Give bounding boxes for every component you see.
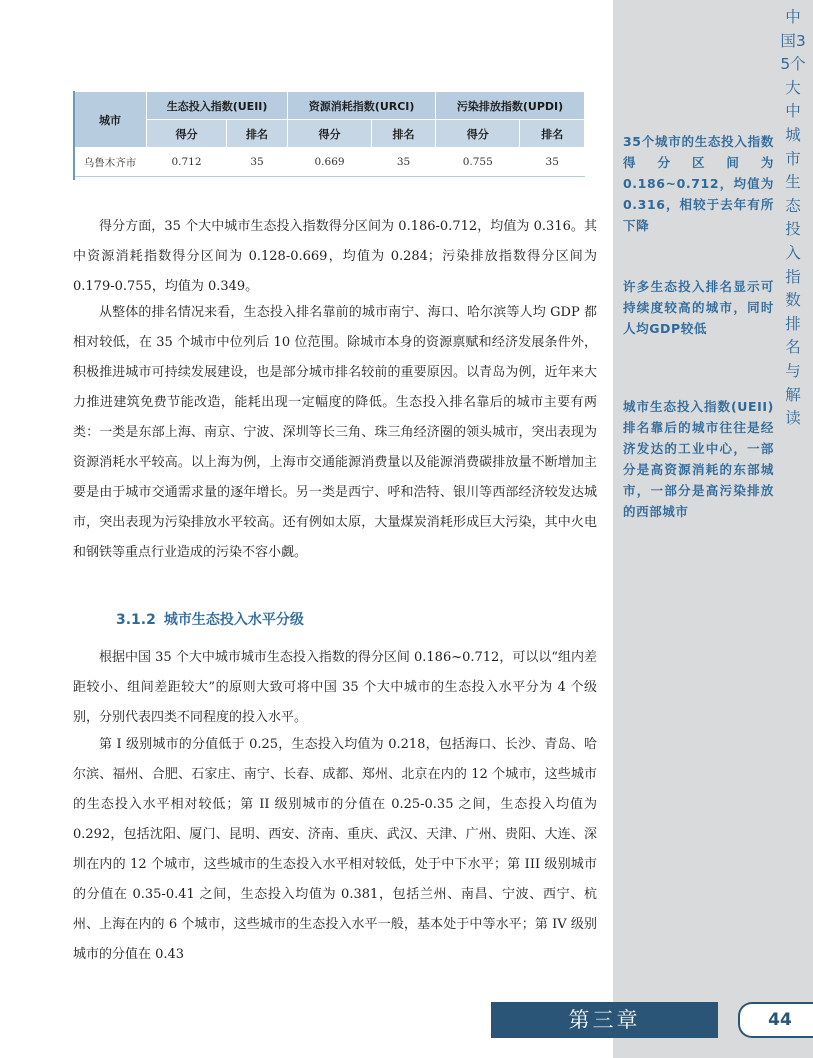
body-paragraph-ranking: 从整体的排名情况来看，生态投入排名靠前的城市南宁、海口、哈尔滨等人均 GDP 都相对较低，在 35 个城市中位列后 10 位范围。除城市本身的资源禀赋和经济发展条件外，积极推进城市可持续发展建设，也是部分城市排名较前的重要原因。以青岛为例，近年来大力推进建筑免费节能改造，能耗出现一定幅度的降低。生态投入排名靠后的城市主要有两类：一类是东部上海、南京、宁波、深圳等长三角、珠三角经济圈的领头城市，突出表现为资源消耗水平较高。以上海为例，上海市交通能源消费量以及能源消费碳排放量不断增加主要是由于城市交通需求量的逐年增长。另一类是西宁、呼和浩特、银川等西部经济较发达城市，突出表现为污染排放水平较高。还有例如太原，大量煤炭消耗形成巨大污染，其中火电和钢铁等重点行业造成的污染不容小觑。 — [73, 305, 597, 560]
body-paragraph-grading: 根据中国 35 个大中城市城市生态投入指数的得分区间 0.186~0.712，可以以“组内差距较小、组间差距较大”的原则大致可将中国 35 个大中城市的生态投入水平分为 4 个级别，分别代表四类不同程度的投入水平。 — [73, 650, 597, 725]
table-subheader-score: 得分 — [288, 120, 372, 148]
chapter-tab: 第三章 — [491, 1002, 718, 1038]
section-number: 3.1.2 — [116, 612, 156, 628]
table-cell: 35 — [371, 148, 435, 177]
page-number: 44 — [768, 1010, 792, 1030]
index-table — [73, 91, 585, 177]
table-cell: 35 — [226, 148, 287, 177]
body-paragraph-levels: 第 I 级别城市的分值低于 0.25，生态投入均值为 0.218，包括海口、长沙、青岛、哈尔滨、福州、合肥、石家庄、南宁、长春、成都、郑州、北京在内的 12 个城市，这些城市的生态投入水平相对较低；第 II 级别城市的分值在 0.25-0.35 之间，生态投入均值为 0.292，包括沈阳、厦门、昆明、西安、济南、重庆、武汉、天津、广州、贵阳、大连、深圳在内的 12 个城市，这些城市的生态投入水平相对较低，处于中下水平；第 III 级别城市的分值在 0.35-0.41 之间，生态投入均值为 0.381，包括兰州、南昌、宁波、西宁、杭州、上海在内的 6 个城市，这些城市的生态投入水平一般，基本处于中等水平；第 IV 级别城市的分值在 0.43 — [73, 737, 597, 962]
table-cell: 0.712 — [147, 148, 227, 177]
body-paragraph-scores: 得分方面，35 个大中城市生态投入指数得分区间为 0.186-0.712，均值为 0.316。其中资源消耗指数得分区间为 0.128-0.669，均值为 0.284；污染排放指数得分区间为 0.179-0.755，均值为 0.349。 — [73, 219, 597, 294]
table-cell: 0.669 — [288, 148, 372, 177]
table-left-rule — [73, 91, 75, 180]
table-header-ueii: 生态投入指数(UEII) — [147, 92, 288, 120]
section-heading — [116, 609, 304, 629]
table-subheader-rank: 排名 — [371, 120, 435, 148]
side-note-1: 35个城市的生态投入指数得分区间为0.186~0.712，均值为0.316，相较于去年有所下降 — [623, 134, 774, 233]
table-cell-city: 乌鲁木齐市 — [74, 148, 147, 177]
section-title: 城市生态投入水平分级 — [163, 612, 304, 628]
table-cell: 0.755 — [436, 148, 520, 177]
table-row — [74, 148, 585, 177]
side-note-3: 城市生态投入指数(UEII)排名靠后的城市往往是经济发达的工业中心，一部分是高资源消耗的东部城市，一部分是高污染排放的西部城市 — [623, 399, 774, 519]
table-cell: 35 — [520, 148, 585, 177]
table-header-city: 城市 — [74, 92, 147, 148]
side-note-2: 许多生态投入排名显示可持续度较高的城市，同时人均GDP较低 — [623, 279, 774, 336]
table-subheader-score: 得分 — [436, 120, 520, 148]
table-header-updi: 污染排放指数(UPDI) — [436, 92, 585, 120]
table-subheader-rank: 排名 — [520, 120, 585, 148]
table-subheader-score: 得分 — [147, 120, 227, 148]
table-header-urci: 资源消耗指数(URCI) — [288, 92, 436, 120]
vertical-page-title: 中国35个大中城市生态投入指数排名与解读 — [780, 8, 806, 428]
table-subheader-rank: 排名 — [226, 120, 287, 148]
